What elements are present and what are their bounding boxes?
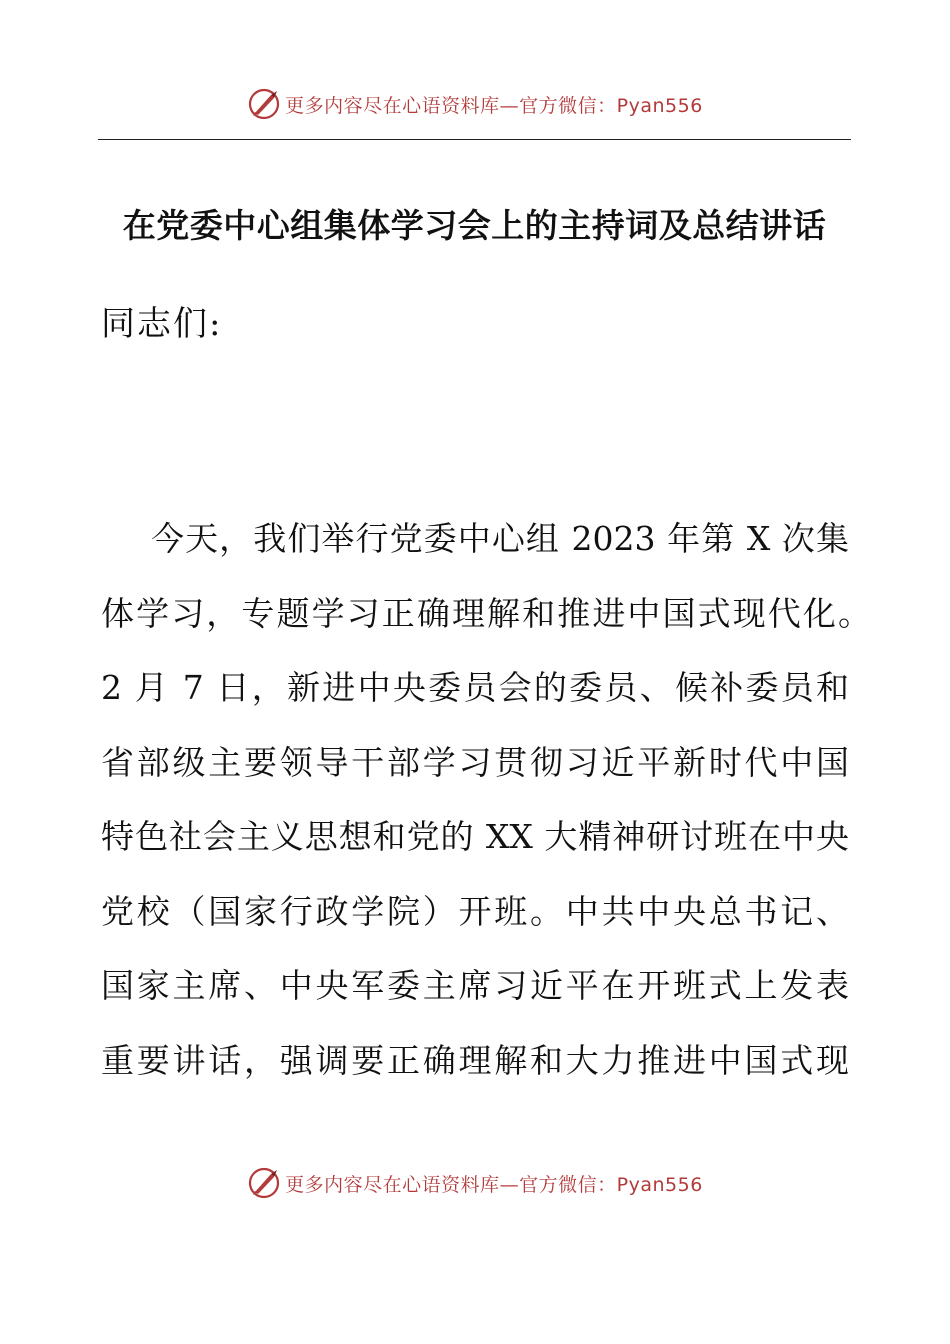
body-line: 重要讲话，强调要正确理解和大力推进中国式现 bbox=[101, 1040, 849, 1080]
body-text bbox=[101, 514, 871, 1110]
header-divider bbox=[98, 139, 851, 140]
body-line: 党校（国家行政学院）开班。中共中央总书记、 bbox=[101, 891, 849, 931]
header-banner bbox=[0, 84, 950, 124]
body-line: 体学习，专题学习正确理解和推进中国式现代化。 bbox=[101, 593, 871, 633]
wechat-id: Pyan556 bbox=[616, 1173, 703, 1196]
body-line: 特色社会主义思想和党的 XX 大精神研讨班在中央 bbox=[101, 817, 849, 856]
footer-banner bbox=[0, 1163, 950, 1203]
body-line: 国家主席、中央军委主席习近平在开班式上发表 bbox=[101, 966, 849, 1005]
body-line: 省部级主要领导干部学习贯彻习近平新时代中国 bbox=[101, 742, 849, 782]
wechat-id: Pyan556 bbox=[616, 94, 703, 117]
salutation: 同志们: bbox=[101, 304, 223, 344]
quill-pen-logo-icon bbox=[247, 1166, 281, 1200]
body-line: 2 月 7 日，新进中央委员会的委员、候补委员和 bbox=[101, 668, 849, 707]
body-line: 今天，我们举行党委中心组 2023 年第 X 次集 bbox=[151, 519, 849, 558]
banner-text: 更多内容尽在心语资料库—官方微信：Pyan556 bbox=[285, 94, 703, 117]
document-title: 在党委中心组集体学习会上的主持词及总结讲话 bbox=[122, 206, 827, 245]
banner-text: 更多内容尽在心语资料库—官方微信：Pyan556 bbox=[285, 1173, 703, 1196]
quill-pen-logo-icon bbox=[247, 87, 281, 121]
